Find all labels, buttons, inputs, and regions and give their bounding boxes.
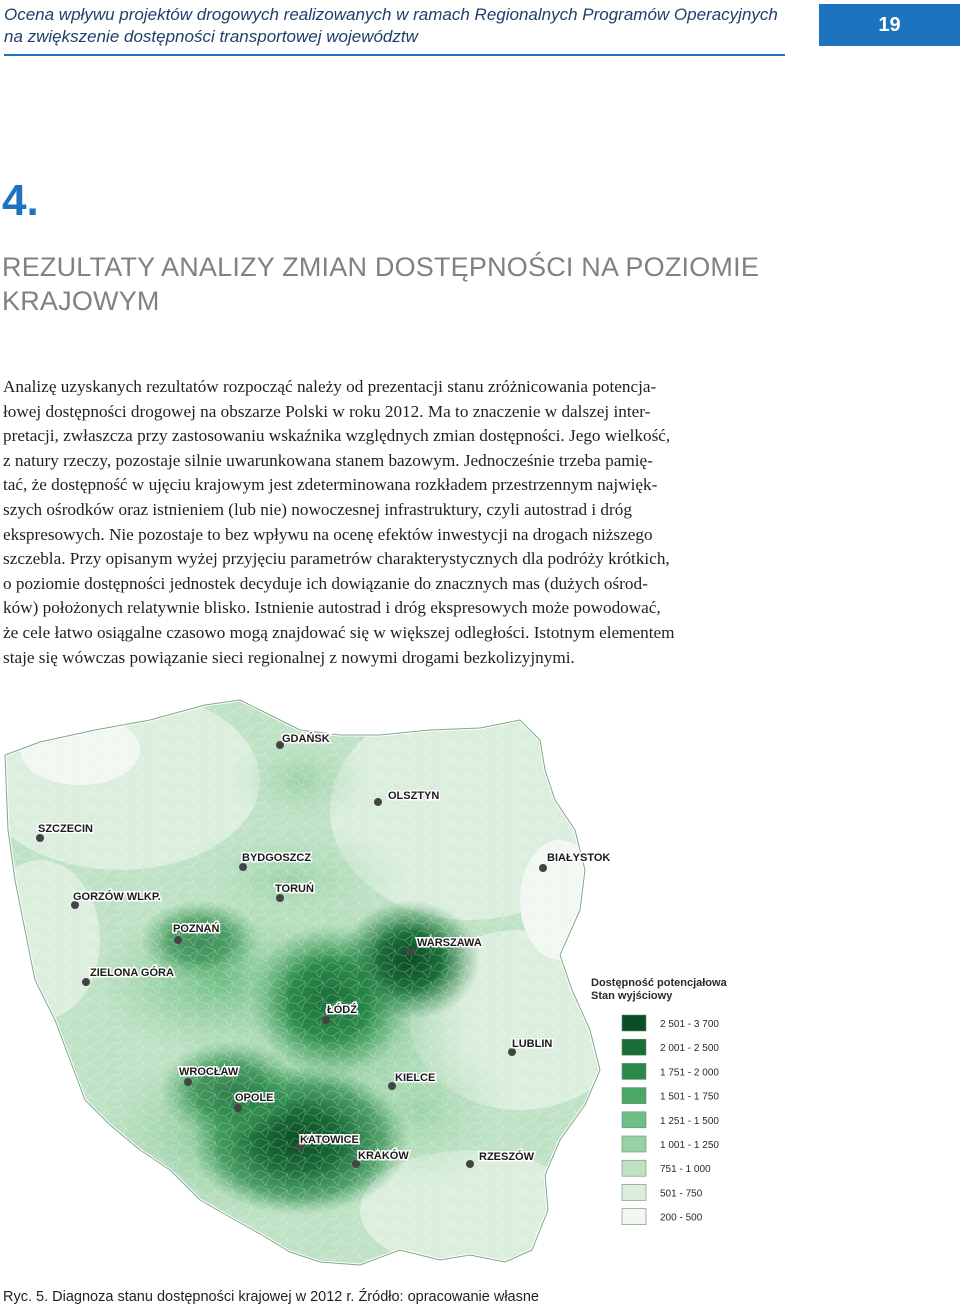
chapter-title	[2, 250, 802, 318]
body-line: pretacji, zwłaszcza przy zastosowaniu wskaźnika względnych zmian dostępności. Jego wielkość,	[3, 426, 671, 446]
city-marker	[374, 798, 382, 806]
legend-label: 200 - 500	[660, 1212, 703, 1224]
city-label: KRAKÓW	[358, 1150, 409, 1162]
legend-label: 1 251 - 1 500	[660, 1115, 719, 1127]
body-line: Analizę uzyskanych rezultatów rozpocząć należy od prezentacji stanu zróżnicowania potencja-	[3, 377, 657, 396]
city-label: KIELCE	[395, 1072, 436, 1084]
city-marker	[174, 936, 182, 944]
city-marker	[406, 948, 414, 956]
legend-label: 1 501 - 1 750	[660, 1091, 719, 1103]
city-label: OLSZTYN	[388, 790, 440, 802]
body-line: że cele łatwo osiągalne czasowo mogą znajdować się w większej odległości. Istotnym elementem	[3, 622, 675, 642]
body-line: ekspresowych. Nie pozostaje to bez wpływu na ocenę efektów inwestycji na drogach niższego	[3, 524, 653, 544]
city-label: LUBLIN	[512, 1038, 553, 1050]
legend-swatch	[622, 1015, 646, 1031]
legend-label: 2 501 - 3 700	[660, 1019, 719, 1030]
legend-label: 1 001 - 1 250	[660, 1140, 719, 1151]
legend-subtitle: Stan wyjściowy	[591, 990, 673, 1002]
legend-swatch	[622, 1136, 646, 1152]
legend-swatch	[622, 1088, 646, 1104]
city-label: ZIELONA GÓRA	[90, 967, 174, 979]
city-label: TORUŃ	[275, 883, 314, 895]
accessibility-map	[0, 690, 960, 1280]
city-label: BIAŁYSTOK	[547, 852, 611, 864]
city-label: WARSZAWA	[417, 937, 482, 949]
body-line: o poziomie dostępności jednostek decyduje ich dowiązanie do znacznych mas (dużych ośrod-	[3, 573, 648, 593]
body-line: tać, że dostępność w ujęciu krajowym jest zdeterminowana rozkładem przestrzennym najwięk-	[3, 475, 658, 495]
legend-swatch	[622, 1184, 646, 1200]
legend-swatch	[622, 1063, 646, 1079]
legend-items	[622, 1015, 719, 1225]
legend-label: 2 001 - 2 500	[660, 1043, 719, 1055]
legend-label: 751 - 1 000	[660, 1164, 711, 1176]
body-line: szczebla. Przy opisanym wyżej przyjęciu parametrów charakterystycznych dla podróży krótkich,	[3, 549, 670, 569]
city-label: GDAŃSK	[282, 733, 330, 745]
city-label: KATOWICE	[300, 1134, 359, 1146]
body-line: łowej dostępności drogowej na obszarze Polski w roku 2012. Ma to znaczenie w dalszej inter-	[3, 401, 651, 421]
chapter-title-line-2: KRAJOWYM	[2, 286, 160, 316]
chapter-title-line-1: REZULTATY ANALIZY ZMIAN DOSTĘPNOŚCI NA POZIOMIE	[2, 252, 760, 282]
figure-caption: Ryc. 5. Diagnoza stanu dostępności krajowej w 2012 r. Źródło: opracowanie własne	[3, 1289, 539, 1305]
city-label: BYDGOSZCZ	[242, 852, 312, 864]
running-header-line-2: na zwiększenie dostępności transportowej województw	[4, 27, 418, 46]
city-label: WROCŁAW	[179, 1066, 239, 1078]
body-line: ków) położonych relatywnie blisko. Istnienie autostrad i dróg ekspresowych może powodować,	[3, 598, 661, 618]
legend-swatch	[622, 1112, 646, 1128]
body-line: szych ośrodków oraz istnieniem (lub nie) nowoczesnej infrastruktury, czyli autostrad i dróg	[3, 499, 632, 519]
city-label: ŁÓDŹ	[327, 1004, 357, 1016]
city-label: GORZÓW WLKP.	[73, 891, 161, 903]
running-header-line-1: Ocena wpływu projektów drogowych realizowanych w ramach Regionalnych Programów Operacyjnych	[4, 5, 778, 24]
legend-swatch	[622, 1209, 646, 1225]
city-marker	[239, 863, 247, 871]
city-label: RZESZÓW	[479, 1151, 534, 1163]
chapter-number: 4.	[2, 176, 39, 225]
city-marker	[234, 1104, 242, 1112]
city-label: POZNAŃ	[173, 923, 220, 935]
body-line: z natury rzeczy, pozostaje silnie uwarunkowana stanem bazowym. Jednocześnie trzeba pamię-	[3, 450, 653, 470]
map-legend	[591, 977, 728, 1225]
page-number: 19	[819, 4, 960, 46]
city-label: OPOLE	[235, 1092, 274, 1104]
header-divider	[4, 54, 785, 56]
city-marker	[82, 978, 90, 986]
body-line: staje się wówczas powiązanie sieci regionalnej z nowymi drogami bezkolizyjnymi.	[3, 647, 575, 667]
city-marker	[466, 1160, 474, 1168]
city-marker	[322, 1016, 330, 1024]
city-marker	[184, 1078, 192, 1086]
city-marker	[276, 894, 284, 902]
legend-swatch	[622, 1160, 646, 1176]
legend-label: 501 - 750	[660, 1188, 703, 1200]
running-header	[4, 4, 784, 48]
legend-swatch	[622, 1039, 646, 1055]
city-marker	[36, 834, 44, 842]
legend-title: Dostępność potencjałowa	[591, 977, 727, 989]
city-marker	[539, 864, 547, 872]
legend-label: 1 751 - 2 000	[660, 1067, 719, 1079]
body-paragraph	[3, 375, 785, 670]
city-label: SZCZECIN	[38, 823, 93, 835]
